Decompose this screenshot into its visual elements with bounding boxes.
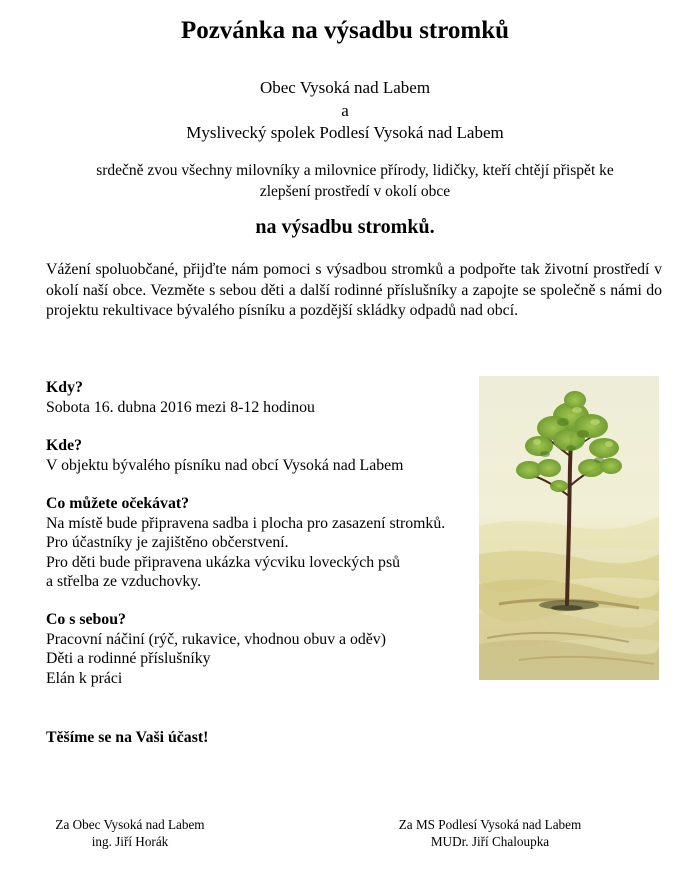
- expect-line: Pro účastníky je zajištěno občerstvení.: [46, 534, 289, 551]
- when-section: [46, 378, 315, 417]
- bring-heading: Co s sebou?: [46, 611, 126, 628]
- signature-name: ing. Jiří Horák: [91, 833, 169, 849]
- invitation-line: srdečně zvou všechny milovníky a milovnice přírody, lidičky, kteří chtějí přispět ke: [96, 162, 614, 179]
- signature-municipality: [30, 817, 230, 850]
- expect-line: Na místě bude připravena sadba i plocha pro zasazení stromků.: [46, 514, 446, 532]
- bring-line: Pracovní náčiní (rýč, rukavice, vhodnou obuv a oděv): [46, 630, 386, 648]
- where-text: V objektu bývalého písníku nad obcí Vysoká nad Labem: [46, 456, 404, 474]
- tree-painting-icon: [479, 376, 659, 680]
- expect-line: a střelba ze vzduchovky.: [46, 573, 202, 590]
- signature-hunting-club: [370, 817, 610, 850]
- where-heading: Kde?: [46, 437, 82, 454]
- bring-line: Elán k práci: [46, 669, 123, 687]
- event-subtitle: na výsadbu stromků.: [255, 216, 435, 238]
- invitation-text: [40, 160, 670, 202]
- where-section: [46, 436, 403, 475]
- organizer-connector: a: [341, 101, 349, 120]
- bring-section: [46, 610, 386, 688]
- page-title: Pozvánka na výsadbu stromků: [180, 17, 510, 44]
- signature-org: Za MS Podlesí Vysoká nad Labem: [398, 817, 582, 832]
- bring-line: Děti a rodinné příslušníky: [46, 650, 211, 667]
- when-text: Sobota 16. dubna 2016 mezi 8-12 hodinou: [46, 398, 315, 416]
- organizer-municipality: Obec Vysoká nad Labem: [259, 78, 431, 97]
- expect-line: Pro děti bude připravena ukázka výcviku loveckých psů: [46, 553, 401, 571]
- invitation-line: zlepšení prostředí v okolí obce: [259, 183, 451, 200]
- expect-section: [46, 494, 445, 592]
- expect-heading: Co můžete očekávat?: [46, 495, 190, 512]
- signature-org: Za Obec Vysoká nad Labem: [55, 817, 205, 832]
- organizer-hunting-club: Myslivecký spolek Podlesí Vysoká nad Labem: [186, 123, 504, 142]
- intro-paragraph: Vážení spoluobčané, přijďte nám pomoci s výsadbou stromků a podpořte tak životní prostředí v okolí naší obce. Vezměte s sebou děti a další rodinné příslušníky a zapojte se společně s námi do projektu rekultivace bývalého písníku a pozdější skládky odpadů nad obcí.: [46, 261, 662, 319]
- signature-name: MUDr. Jiří Chaloupka: [430, 833, 550, 849]
- when-heading: Kdy?: [46, 379, 83, 396]
- closing-text: Těšíme se na Vaši účast!: [46, 729, 209, 746]
